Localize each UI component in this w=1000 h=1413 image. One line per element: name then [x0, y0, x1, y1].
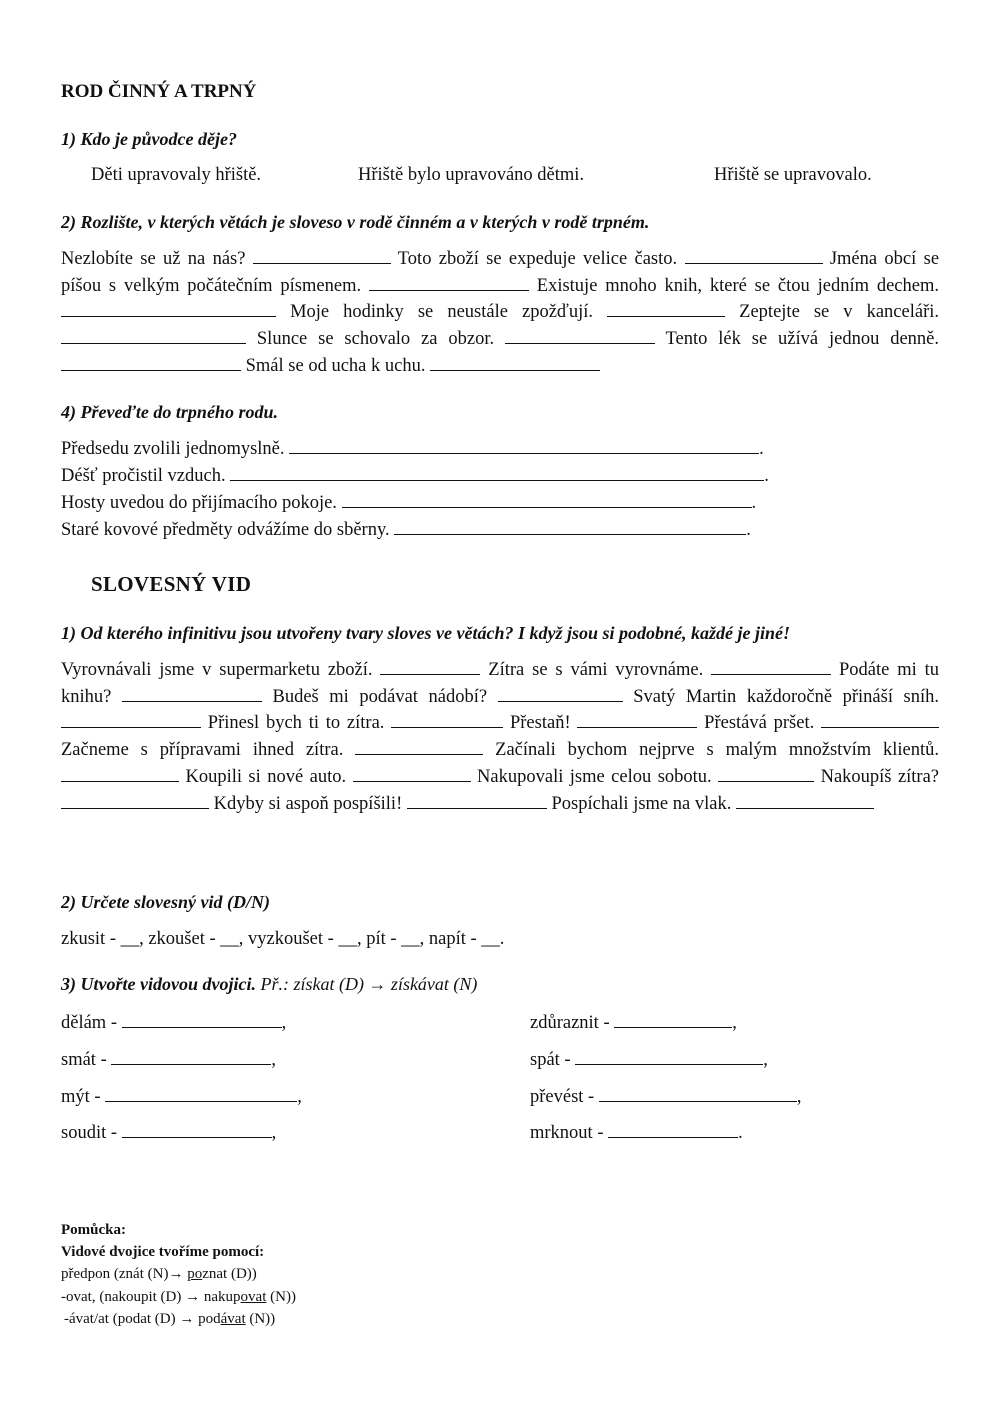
sentence: Předsedu zvolili jednomyslně.	[61, 439, 285, 459]
answer-blank[interactable]	[61, 793, 209, 809]
answer-blank[interactable]	[61, 301, 276, 317]
sentence: Budeš mi podávat nádobí?	[272, 686, 488, 707]
pair-word: dělám -	[61, 1013, 117, 1033]
hint-line	[61, 1289, 296, 1306]
task-heading-aspect-2: 2) Určete slovesný vid (D/N)	[61, 892, 270, 912]
task-heading-aspect-1: 1) Od kterého infinitivu jsou utvořeny tvary sloves ve větách? I když jsou si podobné, každé je jiné!	[61, 623, 790, 643]
line-end: ,	[271, 1123, 277, 1143]
sentence: Nakupovali jsme celou sobotu.	[477, 766, 712, 787]
line-end: ,	[271, 1050, 276, 1070]
sentence: Kdyby si aspoň pospíšili!	[213, 793, 403, 814]
task-heading-aspect-3	[61, 974, 477, 995]
task-heading-2: 2) Rozlište, v kterých větách je sloveso v rodě činném a v kterých v rodě trpném.	[61, 212, 650, 232]
sentence: Smál se od ucha k uchu.	[245, 355, 426, 376]
aspect-pair-row	[61, 1122, 276, 1144]
answer-blank[interactable]	[430, 355, 600, 371]
answer-blank[interactable]	[122, 686, 262, 702]
task-example: Př.: získat (D) → získávat (N)	[260, 974, 478, 994]
sentence: Existuje mnoho knih, které se čtou jedním dechem.	[536, 275, 939, 296]
passive-row	[61, 438, 764, 460]
section-title-voice: ROD ČINNÝ A TRPNÝ	[61, 81, 257, 102]
example-sentence: Hřiště se upravovalo.	[714, 165, 872, 185]
task-heading-4: 4) Převeďte do trpného rodu.	[61, 402, 278, 422]
sentence: Podáte mi tu knihu?	[61, 660, 940, 707]
sentence: Toto zboží se expeduje velice často.	[397, 249, 678, 269]
sentence: Tento lék se užívá jednou denně.	[665, 329, 940, 350]
sentence: Začneme s přípravami ihned zítra.	[61, 740, 344, 761]
hint-underlined: po	[187, 1266, 203, 1282]
sentence: Koupili si nové auto.	[185, 766, 347, 787]
sentence: Zítra se s vámi vyrovnáme.	[488, 660, 704, 680]
hint-text: -ovat, (nakoupit (D) → nakup	[61, 1289, 241, 1305]
pair-word: zdůraznit -	[530, 1013, 610, 1033]
answer-line[interactable]	[342, 492, 752, 508]
sentence: Přinesl bych ti to zítra.	[207, 713, 385, 734]
sentence: Jména obcí se píšou s velkým počátečním písmenem.	[61, 249, 940, 296]
sentence: Nezlobíte se už na nás?	[61, 249, 246, 269]
answer-blank[interactable]	[685, 248, 823, 264]
hint-line	[61, 1266, 257, 1283]
answer-blank[interactable]	[407, 793, 547, 809]
section-title-aspect: SLOVESNÝ VID	[91, 572, 252, 596]
pair-word: mrknout -	[530, 1123, 604, 1143]
pair-word: smát -	[61, 1050, 107, 1070]
answer-line[interactable]	[394, 519, 746, 535]
line-end: .	[751, 493, 757, 513]
line-end: .	[738, 1123, 743, 1143]
sentence: Slunce se schovalo za obzor.	[256, 329, 495, 350]
line-end: .	[746, 520, 751, 540]
answer-blank[interactable]	[355, 739, 483, 755]
answer-blank[interactable]	[391, 712, 503, 728]
answer-blank[interactable]	[505, 328, 655, 344]
task-heading-1: 1) Kdo je původce děje?	[61, 129, 237, 149]
sentence: Začínali bychom nejprve s malým množstvím klientů.	[495, 740, 940, 761]
sentence: Přestává pršet.	[704, 713, 815, 734]
answer-blank[interactable]	[614, 1012, 732, 1028]
answer-blank[interactable]	[61, 328, 246, 344]
hint-text: (N))	[266, 1289, 296, 1305]
answer-blank[interactable]	[61, 355, 241, 371]
answer-blank[interactable]	[821, 712, 939, 728]
hint-text: předpon (znát (N)→	[61, 1266, 188, 1282]
pair-word: soudit -	[61, 1123, 118, 1143]
answer-line[interactable]	[230, 465, 764, 481]
example-sentence: Hřiště bylo upravováno dětmi.	[358, 165, 585, 185]
task-heading-text: 3) Utvořte vidovou dvojici.	[61, 974, 256, 994]
sentence: Hosty uvedou do přijímacího pokoje.	[61, 493, 337, 513]
answer-blank[interactable]	[575, 1049, 763, 1065]
aspect-pair-row	[530, 1012, 737, 1034]
aspect-pair-row	[530, 1049, 768, 1071]
sentence: Pospíchali jsme na vlak.	[551, 793, 732, 814]
sentence: Vyrovnávali jsme v supermarketu zboží.	[61, 660, 373, 680]
hint-underlined: ovat	[240, 1289, 267, 1305]
passive-row	[61, 465, 769, 487]
pair-word: spát -	[530, 1050, 571, 1070]
passive-row	[61, 492, 756, 514]
answer-blank[interactable]	[61, 712, 201, 728]
answer-blank[interactable]	[353, 766, 471, 782]
line-end: ,	[763, 1050, 768, 1070]
hint-underlined: ávat	[220, 1311, 246, 1327]
answer-blank[interactable]	[122, 1012, 282, 1028]
answer-blank[interactable]	[122, 1122, 272, 1138]
answer-blank[interactable]	[111, 1049, 271, 1065]
answer-blank[interactable]	[577, 712, 697, 728]
aspect-pair-row	[530, 1086, 801, 1108]
aspect-pair-row	[530, 1122, 743, 1144]
answer-blank[interactable]	[718, 766, 814, 782]
aspect-paragraph	[61, 657, 939, 817]
answer-blank[interactable]	[61, 766, 179, 782]
hint-text: -ávat/at (podat (D) → pod	[64, 1311, 221, 1327]
answer-blank[interactable]	[607, 301, 725, 317]
pair-word: mýt -	[61, 1087, 101, 1107]
sentence: Nakoupíš zítra?	[820, 766, 940, 787]
hint-text: (N))	[245, 1311, 276, 1327]
example-sentence: Děti upravovaly hřiště.	[91, 165, 262, 185]
answer-blank[interactable]	[736, 793, 874, 809]
hint-text: znat (D))	[202, 1266, 257, 1282]
line-end: ,	[281, 1013, 287, 1033]
sentence: Svatý Martin každoročně přináší sníh.	[633, 686, 940, 707]
line-end: .	[764, 466, 769, 486]
answer-blank[interactable]	[599, 1086, 797, 1102]
hint-label: Pomůcka:	[61, 1222, 126, 1238]
hint-subtitle: Vidové dvojice tvoříme pomocí:	[61, 1244, 265, 1260]
aspect-determine-line: zkusit - __, zkoušet - __, vyzkoušet - __, pít - __, napít - __.	[61, 929, 505, 949]
line-end: ,	[796, 1087, 802, 1107]
answer-blank[interactable]	[105, 1086, 297, 1102]
passive-row	[61, 519, 751, 541]
answer-blank[interactable]	[380, 659, 480, 675]
sentence: Přestaň!	[509, 713, 571, 734]
line-end: .	[759, 439, 764, 459]
answer-blank[interactable]	[711, 659, 831, 675]
sentence: Zeptejte se v kanceláři.	[739, 302, 940, 323]
line-end: ,	[732, 1013, 737, 1033]
voice-paragraph	[61, 246, 939, 380]
sentence: Moje hodinky se neustále zpožďují.	[290, 302, 594, 323]
aspect-pair-row	[61, 1086, 302, 1108]
pair-word: převést -	[530, 1087, 595, 1107]
answer-blank[interactable]	[608, 1122, 738, 1138]
answer-blank[interactable]	[498, 686, 623, 702]
aspect-pair-row	[61, 1049, 276, 1071]
aspect-pair-row	[61, 1012, 286, 1034]
sentence: Déšť pročistil vzduch.	[61, 466, 226, 486]
answer-blank[interactable]	[253, 248, 391, 264]
answer-blank[interactable]	[369, 275, 529, 291]
hint-line	[64, 1311, 275, 1328]
answer-line[interactable]	[289, 438, 759, 454]
line-end: ,	[297, 1087, 302, 1107]
sentence: Staré kovové předměty odvážíme do sběrny.	[61, 520, 390, 540]
